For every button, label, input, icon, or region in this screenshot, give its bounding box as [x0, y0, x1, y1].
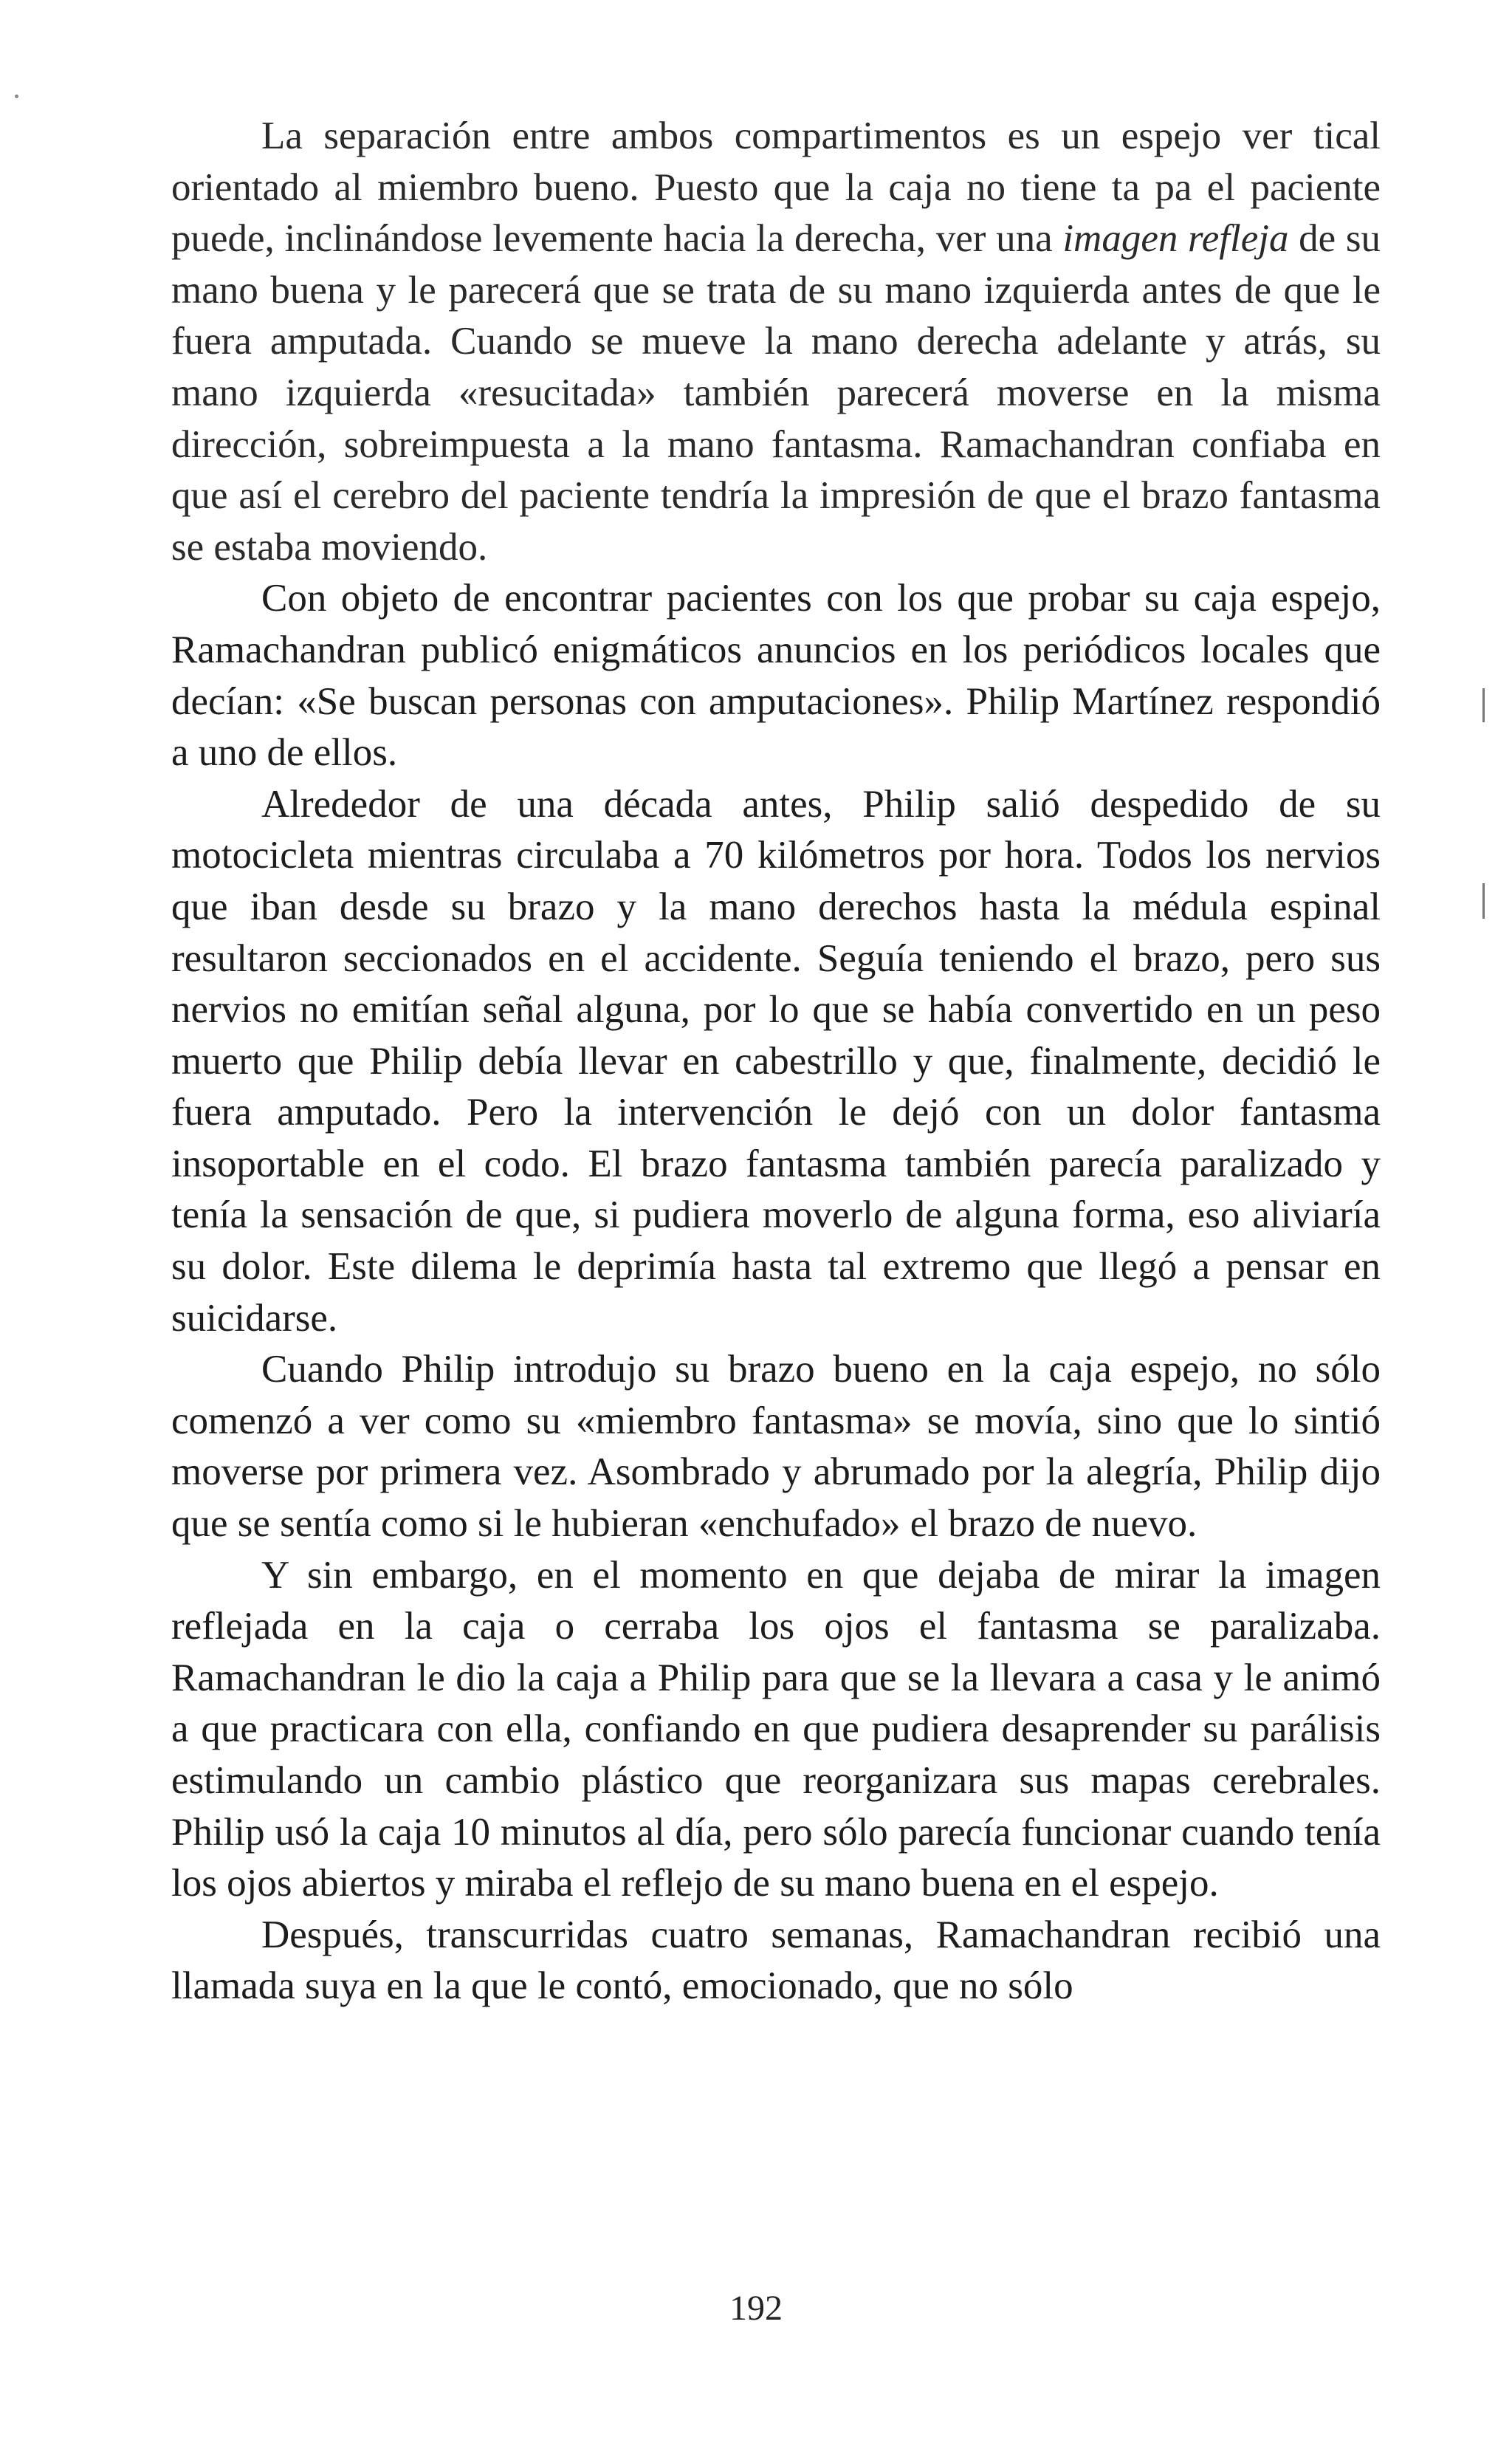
paragraph-text: de su mano buena y le parecerá que se trata de su mano izquierda antes de que le fuera amputada. Cuando se mueve la mano derecha adelante y atrás, su mano izquierda «resucitada» también parecerá moverse en la misma dirección, sobreimpuesta a la mano fantasma. Ramachandran confiaba en que así el cerebro del paciente tendría la impresión de que el brazo fantasma se estaba moviendo.: [171, 217, 1381, 569]
paragraph: [171, 1910, 1381, 2012]
paragraph: [171, 779, 1381, 1345]
page-number: 192: [729, 2289, 783, 2328]
paragraph: [171, 573, 1381, 778]
paragraph-text: Y sin embargo, en el momento en que dejaba de mirar la imagen reflejada en la caja o cerraba los ojos el fantasma se paralizaba. Ramachandran le dio la caja a Philip para que se la llevara a casa y le animó a que practicara con ella, confiando en que pudiera desaprender su parálisis estimulando un cambio plástico que reorganizara sus mapas cerebrales. Philip usó la caja 10 minutos al día, pero sólo parecía funcionar cuando tenía los ojos abiertos y miraba el reflejo de su mano buena en el espejo.: [171, 1553, 1381, 1905]
paragraph-text: Alrededor de una década antes, Philip salió despedido de su motocicleta mientras circulaba a 70 kilómetros por hora. Todos los nervios que iban desde su brazo y la mano derechos hasta la médula espinal resultaron seccionados en el accidente. Seguía teniendo el brazo, pero sus nervios no emitían señal alguna, por lo que se había convertido en un peso muerto que Philip debía llevar en cabestrillo y que, finalmente, decidió le fuera amputado. Pero la intervención le dejó con un dolor fantasma insoportable en el codo. El brazo fantasma también parecía paralizado y tenía la sensación de que, si pudiera moverlo de alguna forma, eso aliviaría su dolor. Este dilema le deprimía hasta tal extremo que llegó a pensar en suicidarse.: [171, 782, 1381, 1340]
scan-speck: [15, 95, 18, 98]
paragraph-text: Cuando Philip introdujo su brazo bueno en la caja espejo, no sólo comenzó a ver como su «miembro fantasma» se movía, sino que lo sintió moverse por primera vez. Asombrado y abrumado por la alegría, Philip dijo que se sentía como si le hubieran «enchufado» el brazo de nuevo.: [171, 1348, 1381, 1546]
page-body: [171, 111, 1381, 2012]
margin-mark: [1482, 883, 1485, 919]
paragraph: [171, 111, 1381, 573]
paragraph-text: Después, transcurridas cuatro semanas, Ramachandran recibió una llamada suya en la que le contó, emocionado, que no sólo: [171, 1913, 1381, 2008]
paragraph-text: La separación entre ambos compartimentos es un espejo ver tical orientado al miembro bueno. Puesto que la caja no tiene ta pa el paciente puede, inclinándose levemente hacia la derecha, ver una: [171, 114, 1381, 261]
paragraph: [171, 1550, 1381, 1910]
paragraph: [171, 1344, 1381, 1549]
paragraph-text: Con objeto de encontrar pacientes con los que probar su caja espejo, Ramachandran publicó enigmáticos anuncios en los periódicos locales que decían: «Se buscan personas con amputaciones». Philip Martínez respondió a uno de ellos.: [171, 577, 1381, 775]
margin-mark: [1482, 688, 1485, 722]
italic-phrase: imagen refleja: [1062, 217, 1289, 261]
